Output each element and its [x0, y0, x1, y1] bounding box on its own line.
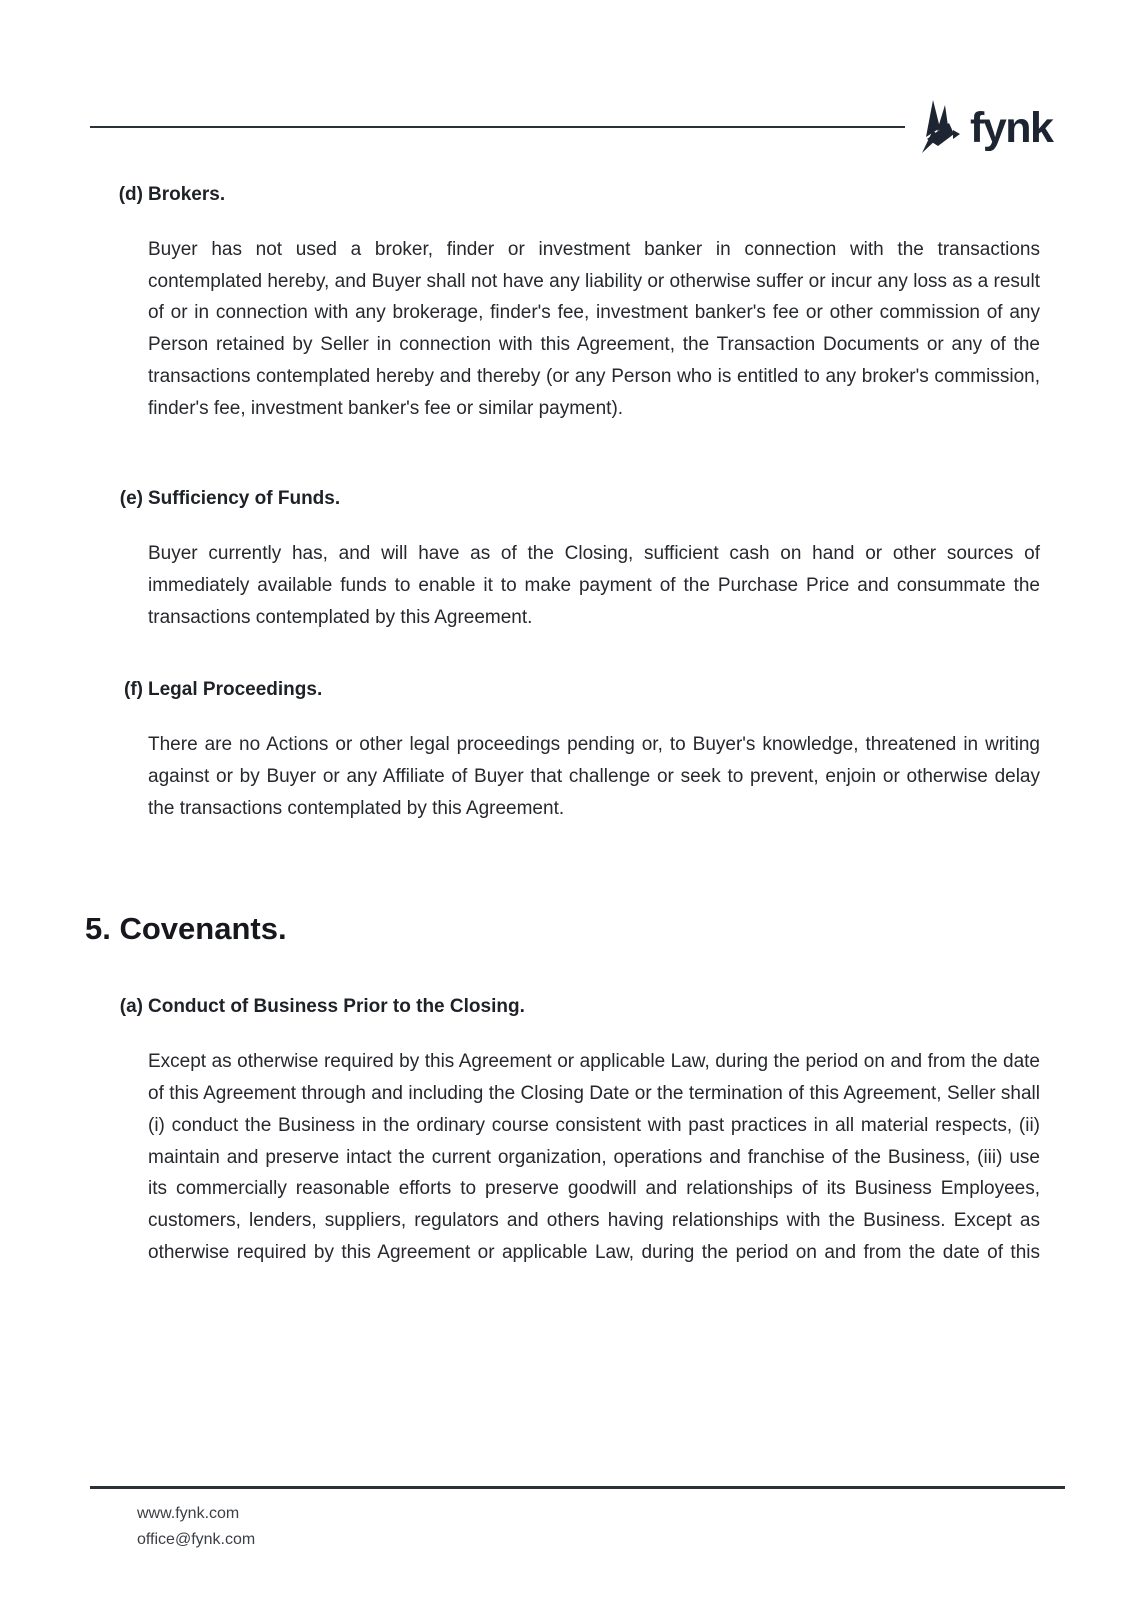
- section-body-legal-proceedings: There are no Actions or other legal proceedings pending or, to Buyer's knowledge, threatened in writing against or by Buyer or any Affiliate of Buyer that challenge or seek to prevent, enjoin or otherwise delay the transactions contemplated by this Agreement.: [148, 734, 1040, 819]
- section-body-conduct-of-business: Except as otherwise required by this Agreement or applicable Law, during the period on and from the date of this Agreement through and including the Closing Date or the termination of this Agreement, Seller shall (i) conduct the Business in the ordinary course consistent with past practices in all material respects, (ii) maintain and preserve intact the current organization, operations and franchise of the Business, (iii) use its commercially reasonable efforts to preserve goodwill and relationships of its Business Employees, customers, lenders, suppliers, regulators and others having relationships with the Business. Except as otherwise required by this Agreement or applicable Law, during the period on and from the date of this: [148, 1051, 1040, 1263]
- footer-divider: [90, 1486, 1065, 1489]
- section-heading-conduct-of-business: [113, 994, 1040, 1020]
- section-body-brokers: Buyer has not used a broker, finder or investment banker in connection with the transactions contemplated hereby, and Buyer shall not have any liability or otherwise suffer or incur any loss as a result of or in connection with any brokerage, finder's fee, investment banker's fee or other commission of any Person retained by Seller in connection with this Agreement, the Transaction Documents or any of the transactions contemplated hereby and thereby (or any Person who is entitled to any broker's commission, finder's fee, investment banker's fee or similar payment).: [148, 239, 1040, 419]
- footer-email-link[interactable]: office@fynk.com: [137, 1531, 256, 1548]
- section-label: (e): [119, 488, 143, 510]
- brand-wordmark: fynk: [970, 104, 1053, 152]
- origami-bird-icon: [920, 100, 960, 156]
- section-title: Legal Proceedings.: [148, 679, 323, 701]
- footer: [137, 1501, 255, 1553]
- section-title: Sufficiency of Funds.: [148, 488, 341, 510]
- document-body: [85, 182, 1040, 1268]
- header-divider: [90, 126, 905, 128]
- section-label: (d): [118, 184, 143, 205]
- section-body-sufficiency-of-funds: Buyer currently has, and will have as of the Closing, sufficient cash on hand or other sources of immediately available funds to enable it to make payment of the Purchase Price and consummate the transactions contemplated by this Agreement.: [148, 543, 1040, 628]
- section-label: (a): [119, 996, 143, 1018]
- section-title: Brokers.: [148, 184, 226, 205]
- section-label: (f): [124, 679, 143, 701]
- covenants-heading: 5. Covenants.: [85, 911, 287, 947]
- section-heading-brokers: [113, 182, 1040, 208]
- footer-website-link[interactable]: www.fynk.com: [137, 1505, 240, 1522]
- section-title: Conduct of Business Prior to the Closing.: [148, 996, 525, 1018]
- brand-logo: [920, 100, 1052, 156]
- section-heading-legal-proceedings: [113, 677, 1040, 703]
- section-heading-sufficiency-of-funds: [113, 486, 1040, 512]
